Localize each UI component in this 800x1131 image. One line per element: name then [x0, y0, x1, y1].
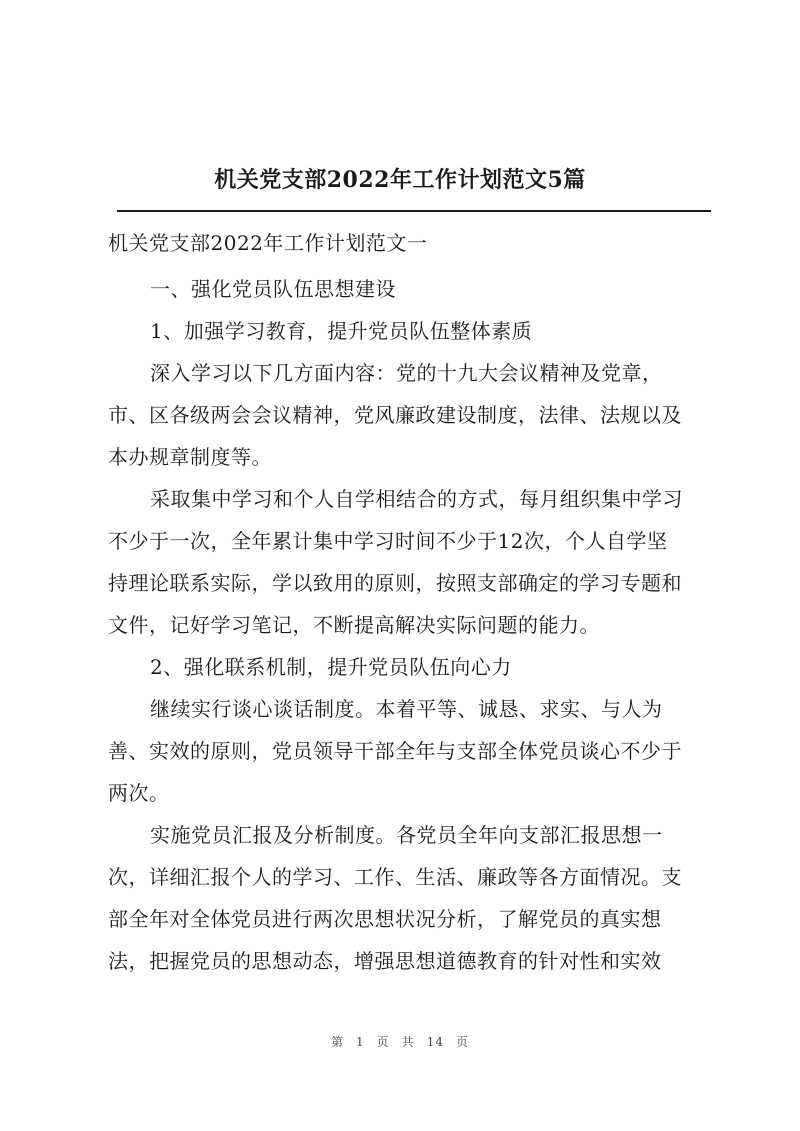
- paragraph-line: 善、实效的原则，党员领导干部全年与支部全体党员谈心不少于: [108, 739, 682, 763]
- paragraph-line: 实施党员汇报及分析制度。各党员全年向支部汇报思想一: [150, 823, 663, 847]
- paragraph-line: 文件，记好学习笔记，不断提高解决实际问题的能力。: [108, 613, 600, 637]
- paragraph-line: 采取集中学习和个人自学相结合的方式，每月组织集中学习: [150, 487, 683, 511]
- title-divider: [117, 210, 711, 212]
- section-heading: 机关党支部2022年工作计划范文一: [108, 231, 428, 255]
- paragraph-line: 深入学习以下几方面内容：党的十九大会议精神及党章，: [150, 361, 663, 385]
- footer-total-pages: 14: [426, 1035, 444, 1049]
- footer-page-label: 第: [331, 1035, 345, 1049]
- paragraph-line: 部全年对全体党员进行两次思想状况分析，了解党员的真实想: [108, 907, 662, 931]
- paragraph-line: 持理论联系实际，学以致用的原则，按照支部确定的学习专题和: [108, 571, 682, 595]
- paragraph-line: 继续实行谈心谈话制度。本着平等、诚恳、求实、与人为: [150, 697, 663, 721]
- paragraph-line: 两次。: [108, 781, 170, 805]
- paragraph-line: 本办规章制度等。: [108, 445, 272, 469]
- subheading-1-2: 2、强化联系机制，提升党员队伍向心力: [150, 655, 512, 679]
- paragraph-line: 法，把握党员的思想动态，增强思想道德教育的针对性和实效: [108, 949, 662, 973]
- paragraph-line: 不少于一次，全年累计集中学习时间不少于12次，个人自学坚: [108, 529, 668, 553]
- footer-page-number: 1: [356, 1035, 365, 1049]
- page-footer: [0, 1033, 800, 1050]
- subheading-1-1: 1、加强学习教育，提升党员队伍整体素质: [150, 319, 533, 343]
- paragraph-line: 市、区各级两会会议精神，党风廉政建设制度，法律、法规以及: [108, 403, 682, 427]
- footer-page-unit: 页: [376, 1035, 390, 1049]
- document-title: 机关党支部2022年工作计划范文5篇: [214, 167, 586, 193]
- footer-total-unit: 页: [455, 1035, 469, 1049]
- subheading-1: 一、强化党员队伍思想建设: [150, 277, 396, 301]
- paragraph-line: 次，详细汇报个人的学习、工作、生活、廉政等各方面情况。支: [108, 865, 682, 889]
- footer-total-label: 共: [401, 1035, 415, 1049]
